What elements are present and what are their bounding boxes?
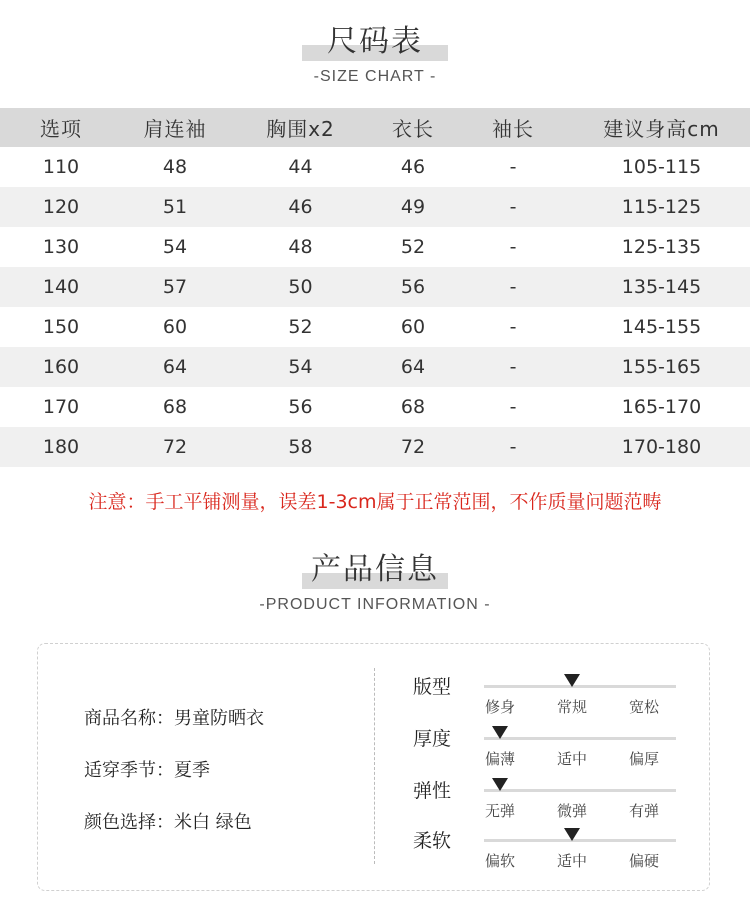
header-shoulder-sleeve: 肩连袖	[122, 108, 228, 147]
attribute-option: 偏薄	[484, 750, 515, 768]
table-row	[0, 267, 750, 307]
attribute-label: 版型	[413, 676, 452, 698]
size-table-header	[0, 108, 750, 147]
table-row	[0, 307, 750, 347]
attribute-option: 适中	[556, 852, 587, 870]
attribute-label: 柔软	[413, 830, 452, 852]
attribute-option: 偏软	[484, 852, 515, 870]
table-cell: -	[453, 187, 573, 227]
attribute-option: 适中	[556, 750, 587, 768]
header-sleeve: 袖长	[453, 108, 573, 147]
table-row	[0, 427, 750, 467]
selected-marker-icon	[492, 778, 508, 791]
table-cell: 64	[122, 347, 228, 387]
attribute-scale-line	[484, 685, 676, 688]
attribute-option: 宽松	[628, 698, 659, 716]
table-cell: 72	[373, 427, 453, 467]
panel-divider	[374, 668, 375, 864]
table-cell: 72	[122, 427, 228, 467]
size-table	[0, 108, 750, 467]
table-cell: -	[509, 156, 517, 178]
product-name-field: 商品名称：男童防晒衣	[84, 708, 264, 729]
measurement-note: 注意：手工平铺测量，误差1-3cm属于正常范围，不作质量问题范畴	[88, 491, 662, 513]
table-cell: -	[453, 267, 573, 307]
table-cell: 54	[162, 236, 188, 258]
table-cell: 120	[0, 187, 122, 227]
table-cell: 110	[42, 156, 80, 178]
header-option: 选项	[0, 108, 122, 147]
table-cell: 48	[162, 156, 188, 178]
attribute-scale-line	[484, 789, 676, 792]
color-field: 颜色选择：米白 绿色	[84, 812, 252, 833]
attribute-scale-line	[484, 839, 676, 842]
selected-marker-icon	[492, 726, 508, 739]
table-cell: 180	[0, 427, 122, 467]
table-cell: -	[509, 236, 517, 258]
table-row	[0, 347, 750, 387]
table-cell: 68	[400, 396, 426, 418]
table-cell: 135-145	[573, 267, 750, 307]
product-info-title: 产品信息	[311, 552, 439, 587]
table-cell: 64	[373, 347, 453, 387]
attribute-option: 微弹	[556, 802, 587, 820]
table-cell: 52	[400, 236, 426, 258]
attribute-option: 偏硬	[628, 852, 659, 870]
attribute-option: 修身	[484, 698, 515, 716]
table-cell: 60	[162, 316, 188, 338]
table-cell: 105-115	[621, 156, 702, 178]
table-cell: 58	[228, 427, 373, 467]
table-cell: -	[509, 316, 517, 338]
table-cell: 46	[400, 156, 426, 178]
table-cell: 48	[288, 236, 313, 258]
table-cell: 170	[42, 396, 80, 418]
table-cell: 130	[42, 236, 80, 258]
table-cell: 125-135	[621, 236, 702, 258]
product-info-title-wrap	[0, 550, 750, 590]
table-row	[0, 227, 750, 267]
table-cell: -	[453, 427, 573, 467]
table-cell: 50	[228, 267, 373, 307]
size-chart-title-wrap	[0, 22, 750, 62]
table-cell: 60	[400, 316, 426, 338]
table-cell: 54	[228, 347, 373, 387]
table-cell: -	[453, 347, 573, 387]
table-cell: 52	[288, 316, 313, 338]
table-cell: 145-155	[621, 316, 702, 338]
table-cell: 155-165	[573, 347, 750, 387]
table-cell: 150	[42, 316, 80, 338]
table-cell: 44	[288, 156, 313, 178]
selected-marker-icon	[564, 828, 580, 841]
attribute-scale-line	[484, 737, 676, 740]
header-chest: 胸围x2	[228, 108, 373, 147]
table-cell: 56	[288, 396, 313, 418]
table-cell: 49	[373, 187, 453, 227]
table-cell: 46	[228, 187, 373, 227]
table-cell: 68	[162, 396, 188, 418]
table-cell: -	[509, 396, 517, 418]
selected-marker-icon	[564, 674, 580, 687]
table-row	[0, 147, 750, 187]
table-cell: 56	[373, 267, 453, 307]
attribute-option: 有弹	[628, 802, 659, 820]
header-length: 衣长	[373, 108, 453, 147]
size-chart-subtitle: -SIZE CHART -	[313, 68, 437, 85]
table-cell: 160	[0, 347, 122, 387]
attribute-option: 无弹	[484, 802, 515, 820]
table-cell: 115-125	[573, 187, 750, 227]
size-chart-title: 尺码表	[327, 24, 423, 59]
table-cell: 140	[0, 267, 122, 307]
table-cell: 57	[122, 267, 228, 307]
attribute-option: 偏厚	[628, 750, 659, 768]
season-field: 适穿季节：夏季	[84, 760, 210, 781]
table-cell: 170-180	[573, 427, 750, 467]
table-row	[0, 187, 750, 227]
table-cell: 51	[122, 187, 228, 227]
attribute-label: 弹性	[413, 780, 452, 802]
attribute-option: 常规	[556, 698, 587, 716]
attribute-label: 厚度	[413, 728, 452, 750]
table-row	[0, 387, 750, 427]
header-height: 建议身高cm	[573, 108, 750, 147]
table-cell: 165-170	[621, 396, 702, 418]
product-info-subtitle: -PRODUCT INFORMATION -	[259, 596, 491, 613]
